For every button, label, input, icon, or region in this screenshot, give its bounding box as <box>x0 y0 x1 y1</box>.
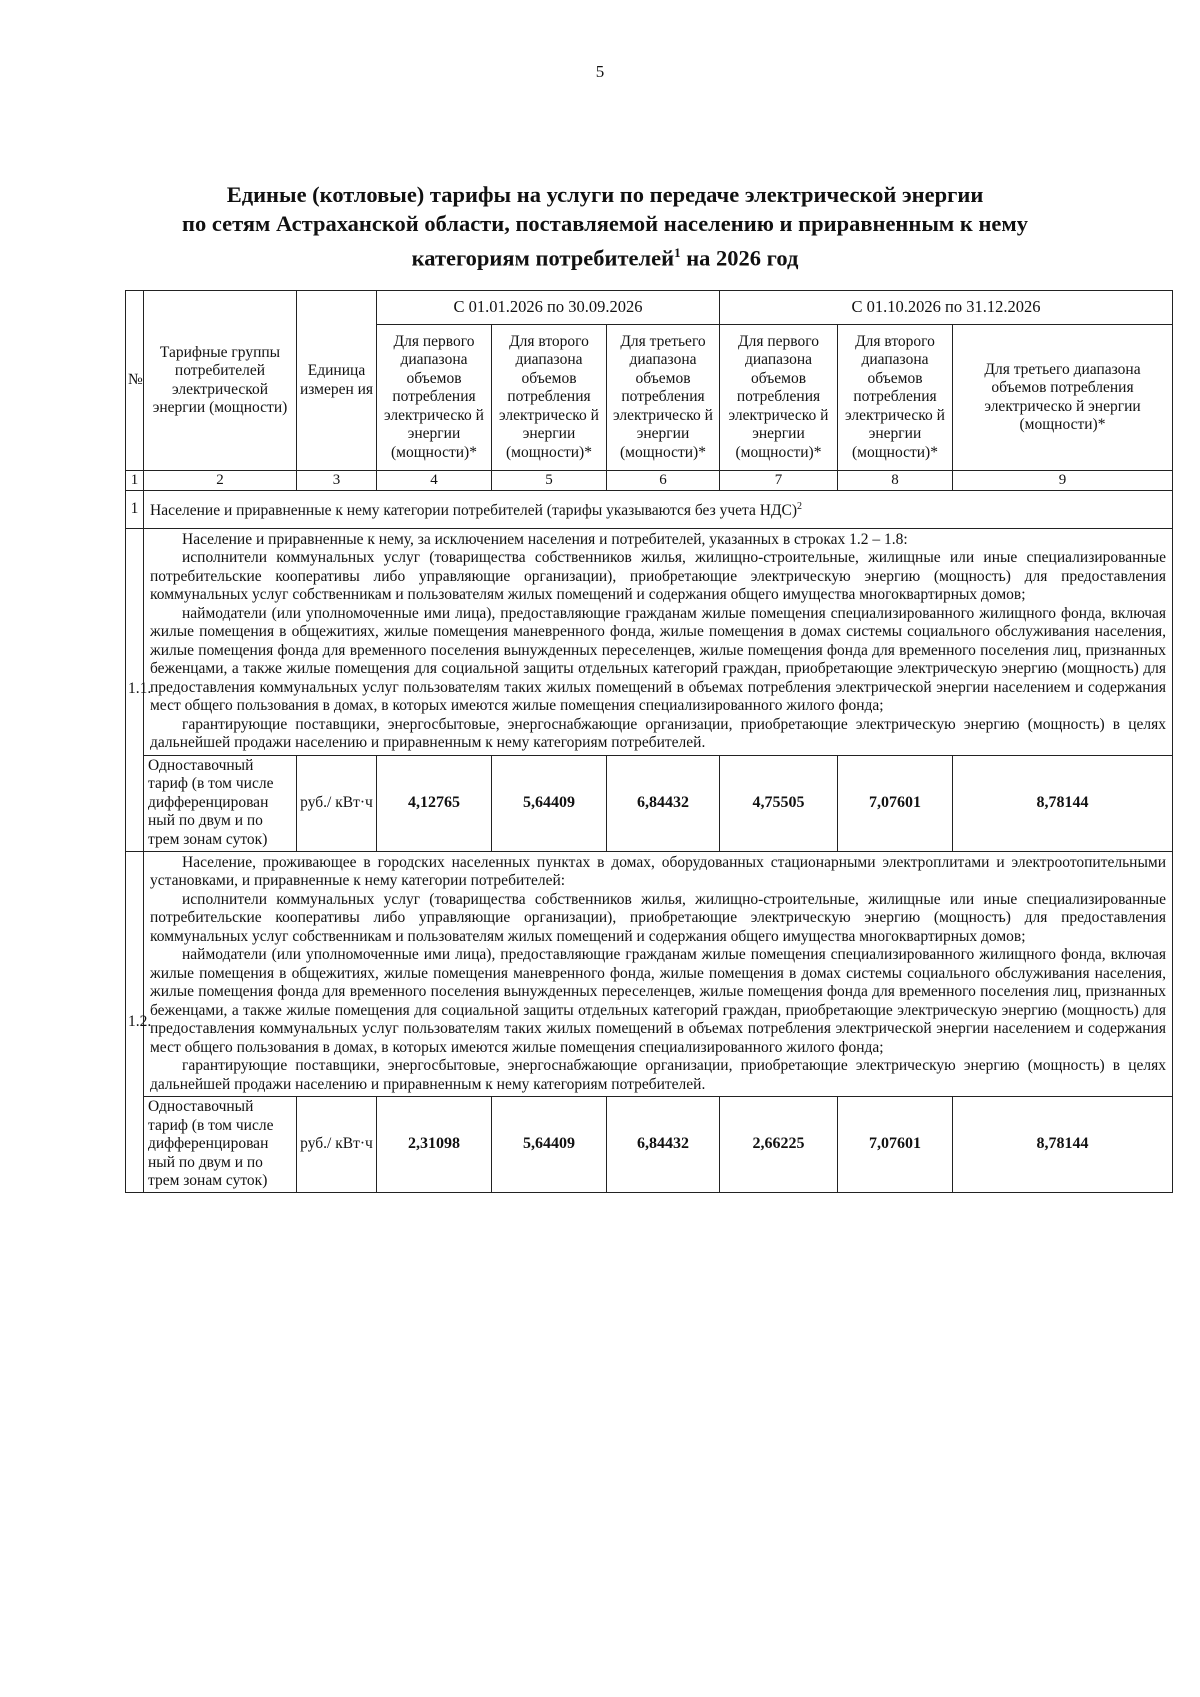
tariff-table <box>125 290 1173 1193</box>
document-title <box>150 180 1060 273</box>
row-1-1-paragraph: исполнители коммунальных услуг (товарищества собственников жилья, жилищно-строительные, жилищные или иные специализированные потребительские кооперативы либо управляющие организации), приобретающие электрическую энергию (мощность) для предоставления коммунальных услуг собственникам и пользователям жилых помещений и содержания общего имущества многоквартирных домов; <box>150 549 1166 603</box>
column-number: 9 <box>953 471 1173 491</box>
row-1-2-unit: руб./ кВт·ч <box>297 1097 377 1193</box>
row-1-2-paragraph: гарантирующие поставщики, энергосбытовые, энергоснабжающие организации, приобретающие электрическую энергию (мощность) в целях дальнейшей продажи населению и приравненным к нему категориям потребителей. <box>150 1057 1166 1093</box>
header-p1-range-3: Для третьего диапазона объемов потребления электрическо й энергии (мощности)* <box>607 325 720 471</box>
row-1-1-paragraph: гарантирующие поставщики, энергосбытовые, энергоснабжающие организации, приобретающие электрическую энергию (мощность) в целях дальнейшей продажи населению и приравненным к нему категориям потребителей. <box>150 715 1166 751</box>
column-number: 1 <box>126 471 144 491</box>
row-1-2-number: 1.2. <box>126 851 144 1193</box>
header-p1-range-2: Для второго диапазона объемов потребления электрическо й энергии (мощности)* <box>492 325 607 471</box>
row-1-1-value: 6,84432 <box>607 755 720 851</box>
footnote-ref-2: 2 <box>797 500 803 512</box>
row-1-1-value: 5,64409 <box>492 755 607 851</box>
column-number: 3 <box>297 471 377 491</box>
header-tariff-group: Тарифные группы потребителей электрической энергии (мощности) <box>144 291 297 471</box>
title-line-1: Единые (котловые) тарифы на услуги по передаче электрической энергии <box>226 182 984 207</box>
row-1-2-tariff <box>126 1097 1173 1193</box>
row-1-2-paragraph: Население, проживающее в городских населенных пунктах в домах, оборудованных стационарными электроплитами и электроотопительными установками, и приравненные к нему категории потребителей: <box>150 853 1166 889</box>
column-number: 8 <box>838 471 953 491</box>
row-1-1-paragraph: наймодатели (или уполномоченные ими лица), предоставляющие гражданам жилые помещения специализированного жилищного фонда, включая жилые помещения в общежитиях, жилые помещения маневренного фонда, жилые помещения в домах системы социального обслуживания населения, жилые помещения фонда для временного поселения вынужденных переселенцев, жилые помещения фонда для временного поселения лиц, признанных беженцами, а также жилые помещения для социальной защиты отдельных категорий граждан, приобретающие электрическую энергию (мощность) для предоставления коммунальных услуг пользователям таких жилых помещений в объемах потребления электрической энергии населением и содержания мест общего пользования в домах, в которых имеются жилые помещения специализированного жилого фонда; <box>150 604 1166 714</box>
header-p2-range-1: Для первого диапазона объемов потребления электрическо й энергии (мощности)* <box>720 325 838 471</box>
row-1-2-value: 7,07601 <box>838 1097 953 1193</box>
row-1-1-unit: руб./ кВт·ч <box>297 755 377 851</box>
row-1-2-paragraph: наймодатели (или уполномоченные ими лица), предоставляющие гражданам жилые помещения специализированного жилищного фонда, включая жилые помещения в общежитиях, жилые помещения маневренного фонда, жилые помещения в домах системы социального обслуживания населения, жилые помещения фонда для временного поселения вынужденных переселенцев, жилые помещения фонда для временного поселения лиц, признанных беженцами, а также жилые помещения для социальной защиты отдельных категорий граждан, приобретающие электрическую энергию (мощность) для предоставления коммунальных услуг пользователям таких жилых помещений в объемах потребления электрической энергии населением и содержания мест общего пользования в домах, в которых имеются жилые помещения специализированного жилого фонда; <box>150 946 1166 1056</box>
row-1-1-number: 1.1. <box>126 528 144 851</box>
section-1-text <box>144 490 1173 528</box>
row-1-1-value: 7,07601 <box>838 755 953 851</box>
row-1-1-value: 4,12765 <box>377 755 492 851</box>
row-1-1-paragraph: Население и приравненные к нему, за исключением населения и потребителей, указанных в строках 1.2 – 1.8: <box>182 530 908 548</box>
row-1-2-value: 2,66225 <box>720 1097 838 1193</box>
column-number: 7 <box>720 471 838 491</box>
header-unit: Единица измерен ия <box>297 291 377 471</box>
row-1-1-text <box>144 528 1173 755</box>
title-line-2: по сетям Астраханской области, поставляемой населению и приравненным к нему <box>181 211 1028 236</box>
row-1-2-value: 5,64409 <box>492 1097 607 1193</box>
footnote-ref-1: 1 <box>674 245 681 260</box>
header-row-periods <box>126 291 1173 325</box>
column-number: 5 <box>492 471 607 491</box>
header-period-1: С 01.01.2026 по 30.09.2026 <box>377 291 720 325</box>
section-1-label: Население и приравненные к нему категории потребителей (тарифы указываются без учета НДС) <box>150 501 798 519</box>
title-line-3-year: на 2026 год <box>680 245 799 271</box>
row-1-2-paragraph: исполнители коммунальных услуг (товарищества собственников жилья, жилищно-строительные, жилищные или иные специализированные потребительские кооперативы либо управляющие организации), приобретающие электрическую энергию (мощность) для предоставления коммунальных услуг собственникам и пользователям жилых помещений и содержания общего имущества многоквартирных домов; <box>150 890 1166 945</box>
row-1-1-description <box>126 528 1173 755</box>
header-period-2: С 01.10.2026 по 31.12.2026 <box>720 291 1173 325</box>
header-p2-range-2: Для второго диапазона объемов потребления электрическо й энергии (мощности)* <box>838 325 953 471</box>
row-1-2-value: 8,78144 <box>953 1097 1173 1193</box>
row-1-2-value: 2,31098 <box>377 1097 492 1193</box>
page-number: 5 <box>595 62 605 81</box>
row-1-2-description <box>126 851 1173 1097</box>
column-number: 4 <box>377 471 492 491</box>
section-1-number: 1 <box>126 490 144 528</box>
column-number-row <box>126 471 1173 491</box>
header-p1-range-1: Для первого диапазона объемов потребления электрическо й энергии (мощности)* <box>377 325 492 471</box>
row-1-1-value: 8,78144 <box>953 755 1173 851</box>
column-number: 6 <box>607 471 720 491</box>
title-line-3 <box>150 238 1060 273</box>
row-1-1-tariff <box>126 755 1173 851</box>
row-1-2-text <box>144 851 1173 1097</box>
header-no: № <box>126 291 144 471</box>
section-1-row <box>126 490 1173 528</box>
row-1-2-value: 6,84432 <box>607 1097 720 1193</box>
column-number: 2 <box>144 471 297 491</box>
title-line-3-text: категориям потребителей <box>411 245 675 271</box>
row-1-1-value: 4,75505 <box>720 755 838 851</box>
row-1-1-tariff-name: Одноставочный тариф (в том числе дифференцирован ный по двум и по трем зонам суток) <box>144 755 297 851</box>
header-p2-range-3: Для третьего диапазона объемов потребления электрическо й энергии (мощности)* <box>953 325 1173 471</box>
row-1-2-tariff-name: Одноставочный тариф (в том числе дифференцирован ный по двум и по трем зонам суток) <box>144 1097 297 1193</box>
